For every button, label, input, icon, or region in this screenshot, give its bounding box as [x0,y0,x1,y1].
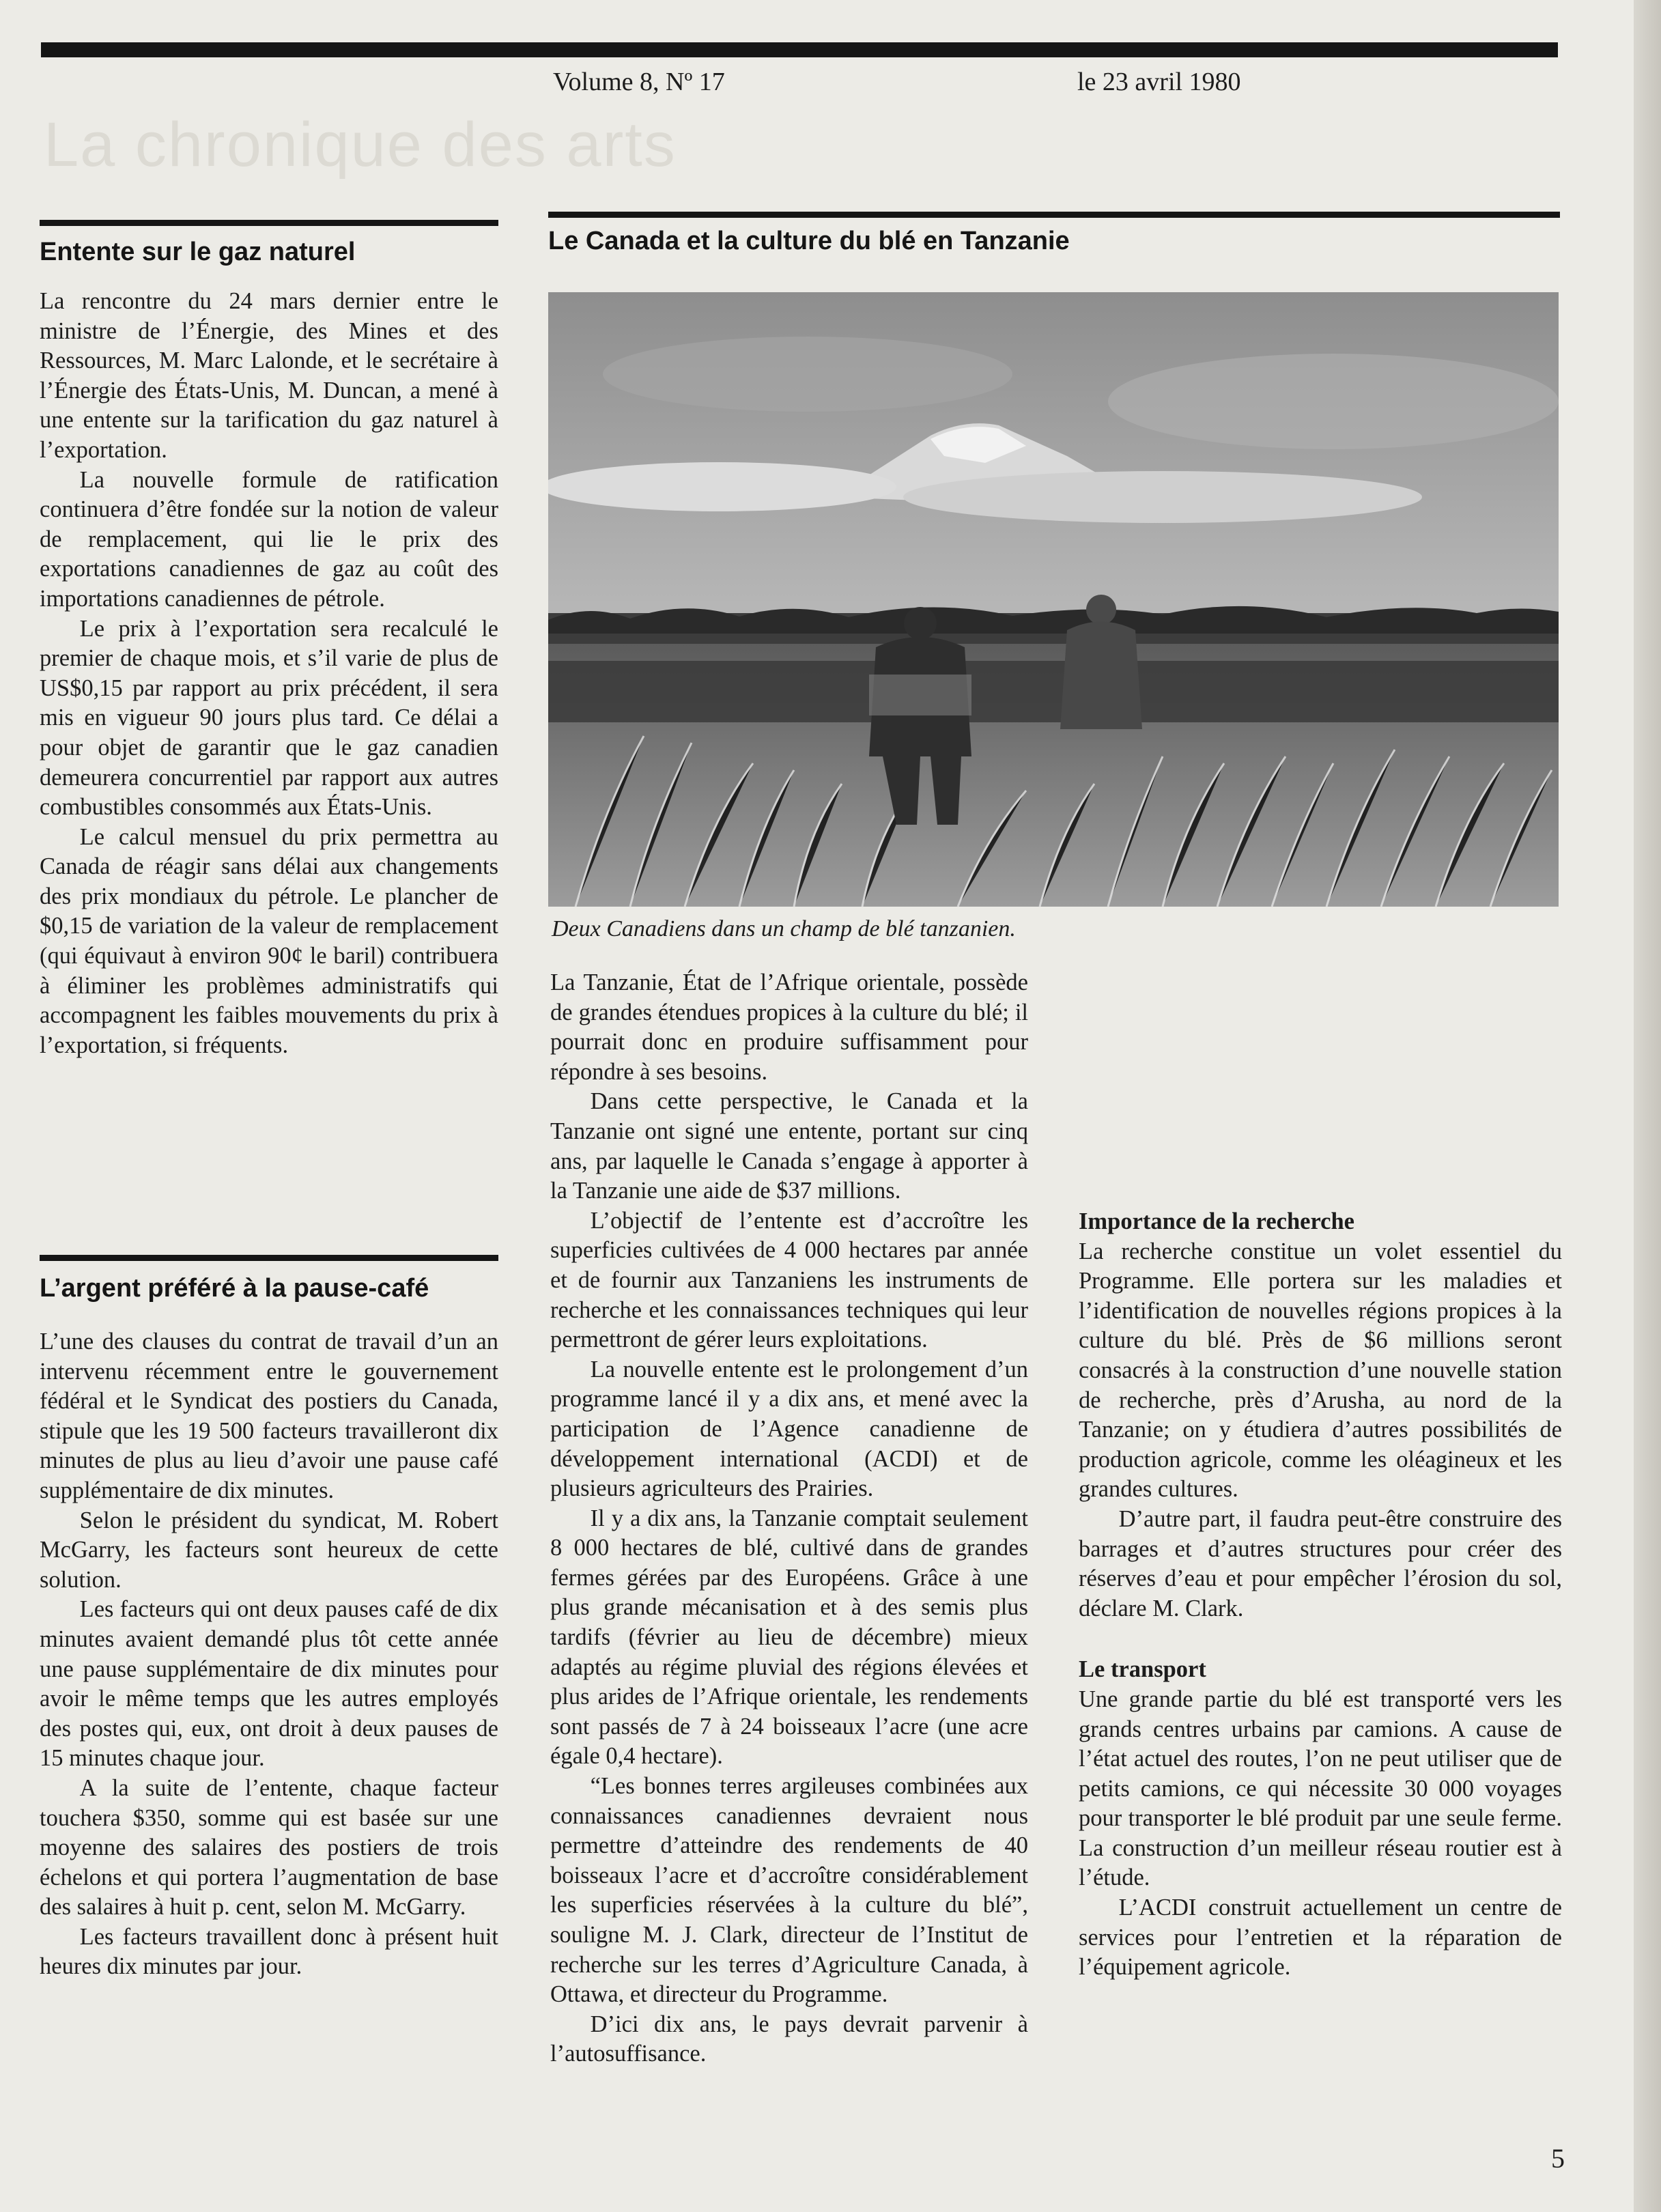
article-body-gaz [40,287,498,1060]
paragraph: La nouvelle formule de ratification continuera d’être fondée sur la notion de valeur de remplacement, qui lie le prix des exportations canadiennes de gaz au coût des importations canadiennes de pétrole. [40,466,498,612]
page-edge [1634,0,1661,2212]
paragraph: L’une des clauses du contrat de travail d’un an intervenu récemment entre le gouvernement fédéral et le Syndicat des postiers du Canada, stipule que les 19 500 facteurs travailleront dix minutes de plus au lieu d’avoir une pause café supplémentaire de dix minutes. [40,1329,498,1503]
paragraph: Le prix à l’exportation sera recalculé le premier de chaque mois, et s’il varie de plus de US$0,15 par rapport au prix précédent, il sera mis en vigueur 90 jours plus tard. Ce délai a pour objet de garantir que le gaz canadien demeurera concurrentiel par rapport aux autres combustibles consommés aux États-Unis. [40,615,498,821]
paragraph: La rencontre du 24 mars dernier entre le ministre de l’Énergie, des Mines et des Ressources, M. Marc Lalonde, et le secrétaire à l’Énergie des États-Unis, M. Duncan, a mené à une entente sur la tarification du gaz naturel à l’exportation. [40,288,498,463]
paragraph: La recherche constitue un volet essentiel du Programme. Elle portera sur les maladies et l’identification de nouvelles régions propices à la culture du blé. Près de $6 millions seront consacrés à la construction d’une nouvelle station de recherche, près d’Arusha, au nord de la Tanzanie; on y étudiera d’autres possibilités de production agricole, comme les oléagineux et les grandes cultures. [1079,1238,1562,1503]
section-rule [40,220,498,226]
paragraph: “Les bonnes terres argileuses combinées aux connaissances canadiennes devraient nous permettre d’atteindre des rendements de 40 boisseaux l’acre et d’accroître considérablement les superficies réservées à la culture du blé”, souligne M. J. Clark, directeur de l’Institut de recherche sur les terres d’Agriculture Canada, à Ottawa, et directeur du Programme. [550,1773,1028,2008]
article-title-gaz: Entente sur le gaz naturel [40,238,356,266]
article-title-argent: L’argent préféré à la pause-café [40,1274,429,1303]
ghost-masthead: La chronique des arts [44,110,677,180]
article-body-tanzanie-col2 [1079,1207,1562,1983]
paragraph: D’autre part, il faudra peut-être construire des barrages et d’autres structures pour créer des réserves d’eau et pour empêcher l’érosion du sol, déclare M. Clark. [1079,1505,1562,1621]
paragraph: La Tanzanie, État de l’Afrique orientale, possède de grandes étendues propices à la culture du blé; il pourrait donc en produire suffisamment pour répondre à ses besoins. [550,969,1028,1085]
section-rule [548,212,1560,218]
paragraph: Les facteurs travaillent donc à présent huit heures dix minutes par jour. [40,1923,498,1980]
subheading-recherche: Importance de la recherche [1079,1208,1354,1234]
paragraph: L’ACDI construit actuellement un centre de services pour l’entretien et la réparation de l’équipement agricole. [1079,1895,1562,1981]
paragraph: La nouvelle entente est le prolongement d’un programme lancé il y a dix ans, et mené avec la participation de l’Agence canadienne de développement international (ACDI) et de plusieurs agriculteurs des Prairies. [550,1356,1028,1502]
paragraph: Une grande partie du blé est transporté vers les grands centres urbains par camions. A cause de l’état actuel des routes, l’on ne peut utiliser que de petits camions, ce qui nécessite 30 000 voyages pour transporter le blé produit par une seule ferme. La construction d’un meilleur réseau routier est à l’étude. [1079,1686,1562,1891]
paragraph: D’ici dix ans, le pays devrait parvenir à l’autosuffisance. [550,2011,1028,2067]
page-number: 5 [1551,2143,1565,2174]
issue-date: le 23 avril 1980 [1077,68,1241,96]
header-rule [41,42,1558,57]
paragraph: Le calcul mensuel du prix permettra au Canada de réagir sans délai aux changements des prix mondiaux du pétrole. Le plancher de $0,15 de variation de la valeur de remplacement (qui équivaut à environ 90¢ le baril) contribuera à éliminer les problèmes administratifs qui accompagnent les faibles mouvements du prix à l’exportation, si fréquents. [40,823,498,1058]
photo-caption: Deux Canadiens dans un champ de blé tanzanien. [552,916,1016,941]
paragraph: Il y a dix ans, la Tanzanie comptait seulement 8 000 hectares de blé, cultivé dans de grandes fermes gérées par des Européens. Grâce à une plus grande mécanisation et à des semis plus tardifs (février au lieu de décembre) mieux adaptés au régime pluvial des régions élevées et plus arides de l’Afrique orientale, les rendements sont passés de 7 à 24 boisseaux l’acre (une acre égale 0,4 hectare). [550,1505,1028,1770]
paragraph: Les facteurs qui ont deux pauses café de dix minutes avaient demandé plus tôt cette année une pause supplémentaire de dix minutes pour avoir le même temps que les autres employés des postes qui, eux, ont droit à deux pauses de 15 minutes chaque jour. [40,1596,498,1772]
paragraph: Dans cette perspective, le Canada et la Tanzanie ont signé une entente, portant sur cinq ans, par laquelle le Canada s’engage à apporter à la Tanzanie une aide de $37 millions. [550,1088,1028,1204]
subheading-transport: Le transport [1079,1656,1206,1683]
paragraph: L’objectif de l’entente est d’accroître les superficies cultivées de 4 000 hectares par année et de fournir aux Tanzaniens les instruments de recherche et les connaissances techniques qui leur permettront de gérer leurs exploitations. [550,1207,1028,1353]
paragraph: Selon le président du syndicat, M. Robert McGarry, les facteurs sont heureux de cette solution. [40,1507,498,1593]
article-title-tanzanie: Le Canada et la culture du blé en Tanzanie [548,227,1070,255]
section-rule [40,1255,498,1261]
paragraph: A la suite de l’entente, chaque facteur touchera $350, somme qui est basée sur une moyenne des salaires des postiers de trois échelons et qui portera l’augmentation de base des salaires à huit p. cent, selon M. McGarry. [40,1774,498,1920]
article-body-argent [40,1327,498,1982]
issue-volume: Volume 8, Nº 17 [553,68,725,96]
article-body-tanzanie [550,968,1028,2069]
wheat-field-photo [548,292,1559,907]
